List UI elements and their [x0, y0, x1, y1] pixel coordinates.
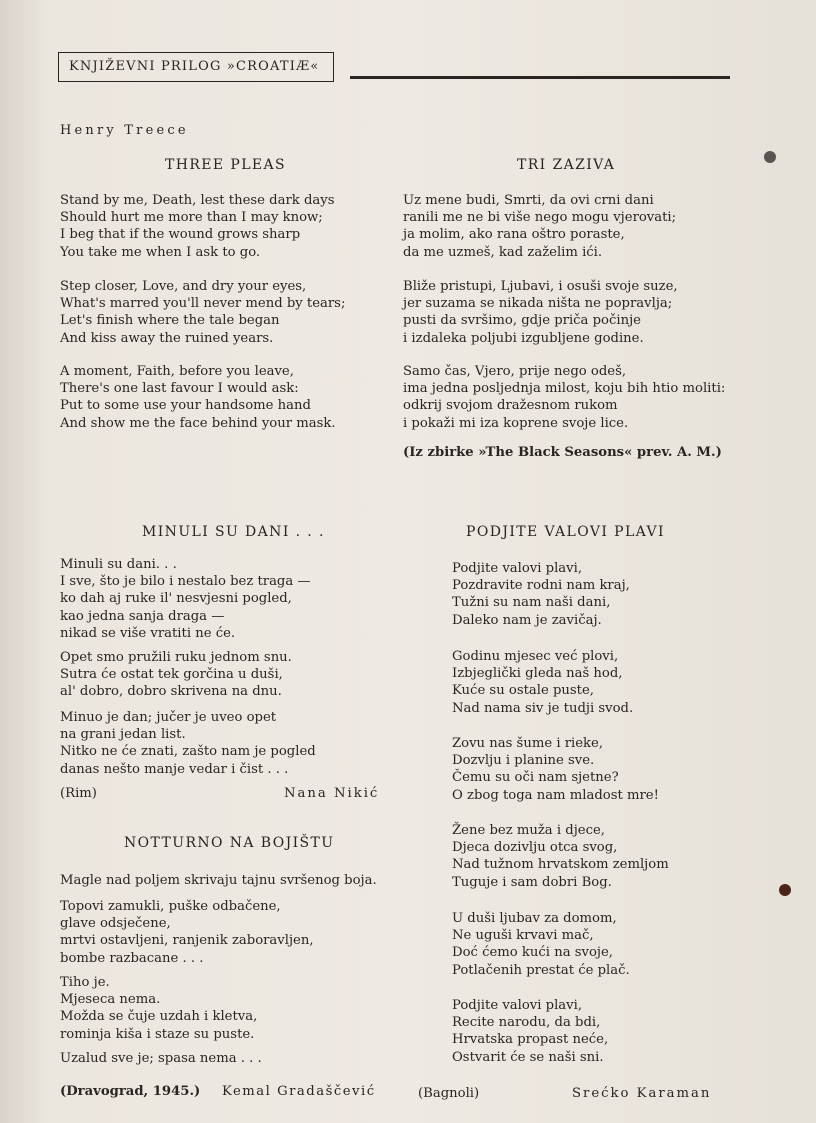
left-stanza-1: Stand by me, Death, lest these dark days Should hurt me more than I may know; I beg that if the wound grows sharp You take me when I ask to go. [60, 193, 335, 260]
podjite-stanza-2: Godinu mjesec već plovi, Izbjeglički gleda naš hod, Kuće su ostale puste, Nad nama siv je tudji svod. [452, 649, 634, 716]
right-stanza-3: Samo čas, Vjero, prije nego odeš, ima jedna posljednja milost, koju bih htio moliti: odkrij svojom dražesnom rukom i pokaži mi iza koprene svoje lice. [403, 364, 726, 431]
right-stanza-1: Uz mene budi, Smrti, da ovi crni dani ranili me ne bi više nego mogu vjerovati; ja molim, ako rana oštro poraste, da me uzmeš, kad zaželim ići. [403, 193, 677, 260]
masthead-rule [350, 76, 730, 79]
translation-source: (Iz zbirke »The Black Seasons« prev. A. M.) [403, 445, 722, 460]
author-name: Henry Treece [60, 123, 189, 138]
podjite-stanza-5: U duši ljubav za domom, Ne uguši krvavi mač, Doć ćemo kući na svoje, Potlačenih prestat će plač. [452, 911, 630, 978]
notturno-stanza-1: Magle nad poljem skrivaju tajnu svršenog boja. [60, 873, 377, 888]
podjite-stanza-6: Podjite valovi plavi, Recite narodu, da bdi, Hrvatska propast neće, Ostvarit će se naši sni. [452, 998, 609, 1065]
left-stanza-3: A moment, Faith, before you leave, There's one last favour I would ask: Put to some use your handsome hand And show me the face behind your mask. [60, 364, 336, 431]
podjite-place: (Bagnoli) [418, 1086, 480, 1101]
minuli-stanza-2: Opet smo pružili ruku jednom snu. Sutra će ostat tek gorčina u duši, al' dobro, dobro skrivena na dnu. [60, 650, 292, 700]
minuli-signature: Nana Nikić [284, 786, 380, 801]
notturno-stanza-2: Topovi zamukli, puške odbačene, glave odsječene, mrtvi ostavljeni, ranjenik zaboravljen, bombe razbacane . . . [60, 899, 314, 966]
right-poem-title: TRI ZAZIVA [517, 157, 616, 173]
punch-mark [764, 151, 776, 163]
podjite-title: PODJITE VALOVI PLAVI [466, 524, 665, 540]
notturno-stanza-3: Tiho je. Mjeseca nema. Možda se čuje uzdah i kletva, rominja kiša i staze su puste. [60, 975, 258, 1042]
right-stanza-2: Bliže pristupi, Ljubavi, i osuši svoje suze, jer suzama se nikada ništa ne popravlja; pusti da svršimo, gdje priča počinje i izdaleka poljubi izgubljene godine. [403, 279, 678, 346]
left-poem-title: THREE PLEAS [165, 157, 287, 173]
notturno-place: (Dravograd, 1945.) [60, 1084, 201, 1099]
podjite-stanza-3: Zovu nas šume i rieke, Dozvlju i planine sve. Čemu su oči nam sjetne? O zbog toga nam mladost mre! [452, 736, 659, 803]
podjite-stanza-4: Žene bez muža i djece, Djeca dozivlju otca svog, Nad tužnom hrvatskom zemljom Tuguje i sam dobri Bog. [452, 823, 669, 890]
minuli-stanza-1: Minuli su dani. . . I sve, što je bilo i nestalo bez traga — ko dah aj ruke il' nesvjesni pogled, kao jedna sanja draga — nikad se više vratiti ne će. [60, 557, 311, 641]
left-stanza-2: Step closer, Love, and dry your eyes, What's marred you'll never mend by tears; Let's finish where the tale began And kiss away the ruined years. [60, 279, 346, 346]
notturno-signature: Kemal Gradaščević [222, 1084, 376, 1099]
podjite-stanza-1: Podjite valovi plavi, Pozdravite rodni nam kraj, Tužni su nam naši dani, Daleko nam je zavičaj. [452, 561, 630, 628]
podjite-signature: Srećko Karaman [572, 1086, 712, 1101]
stain-spot [779, 884, 791, 896]
masthead-box: KNJIŽEVNI PRILOG »CROATIÆ« [58, 52, 334, 82]
notturno-title: NOTTURNO NA BOJIŠTU [124, 835, 335, 851]
notturno-stanza-4: Uzalud sve je; spasa nema . . . [60, 1051, 262, 1066]
minuli-place: (Rim) [60, 786, 97, 801]
minuli-title: MINULI SU DANI . . . [142, 524, 325, 540]
minuli-stanza-3: Minuo je dan; jučer je uveo opet na grani jedan list. Nitko ne će znati, zašto nam je pogled danas nešto manje vedar i čist . . . [60, 710, 316, 777]
